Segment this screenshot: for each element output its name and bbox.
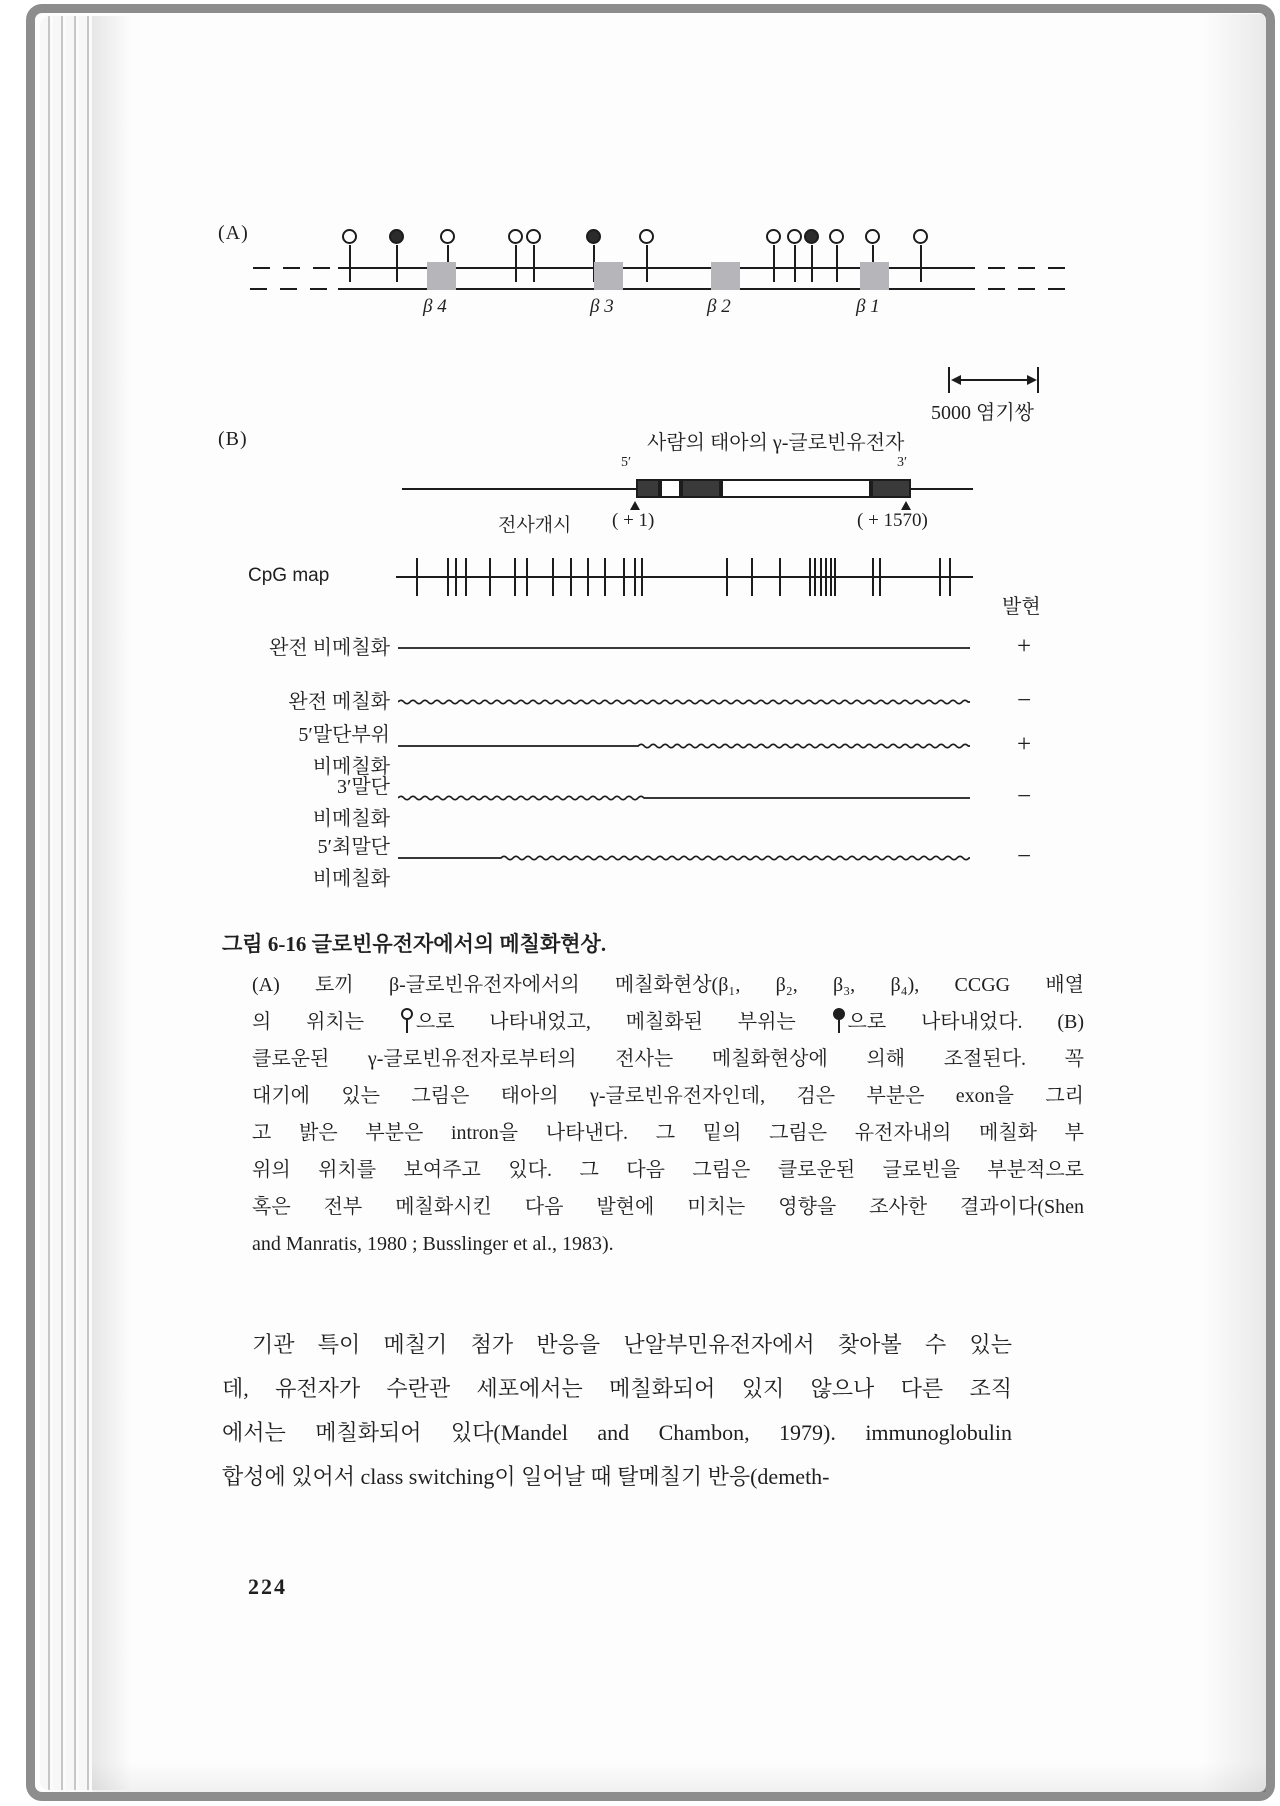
caption-line: (A) 토끼 β-글로빈유전자에서의 메칠화현상(β₁, β₂, β₃, β₄), CCGG 배열 <box>252 974 1084 996</box>
lollipop-stem <box>794 245 796 282</box>
cpg-site-tick <box>552 558 554 596</box>
methylated-site-icon <box>804 229 819 244</box>
intron-segment <box>660 479 681 498</box>
ccgg-site-icon <box>440 229 455 244</box>
ccgg-site-icon <box>766 229 781 244</box>
cpg-site-tick <box>447 558 449 596</box>
lollipop-stem <box>646 245 648 282</box>
lollipop-stem <box>811 245 813 282</box>
dna-bottom-dash-right <box>958 288 1073 290</box>
cpg-site-tick <box>514 558 516 596</box>
cpg-site-tick <box>809 558 811 596</box>
methylation-row-label: 완전 비메칠화 <box>269 637 390 659</box>
lollipop-stem <box>515 245 517 282</box>
cpg-site-tick <box>820 558 822 596</box>
ccgg-site-icon <box>913 229 928 244</box>
cpg-map-label: CpG map <box>248 565 330 586</box>
lollipop-stem <box>773 245 775 282</box>
methylation-pattern-line <box>398 792 970 804</box>
cpg-site-tick <box>604 558 606 596</box>
cpg-site-tick <box>825 558 827 596</box>
methylated-site-icon <box>586 229 601 244</box>
methylation-row-label: 비메칠화 <box>312 868 390 890</box>
cpg-site-tick <box>814 558 816 596</box>
cpg-site-tick <box>455 558 457 596</box>
tss-coordinate: ( + 1) <box>612 510 655 531</box>
methylation-pattern-line <box>398 696 970 708</box>
cpg-site-tick <box>623 558 625 596</box>
methylation-row-label: 비메칠화 <box>312 808 390 830</box>
cpg-site-tick <box>879 558 881 596</box>
gene-box <box>711 262 740 290</box>
lollipop-stem <box>836 245 838 282</box>
cpg-site-tick <box>641 558 643 596</box>
cpg-site-tick <box>939 558 941 596</box>
ccgg-site-icon <box>829 229 844 244</box>
cpg-site-tick <box>526 558 528 596</box>
exon-segment <box>871 479 911 498</box>
cpg-site-tick <box>830 558 832 596</box>
lollipop-stem <box>396 245 398 282</box>
cpg-site-tick <box>587 558 589 596</box>
filled-lollipop-icon <box>833 1008 846 1034</box>
cpg-site-tick <box>570 558 572 596</box>
body-text-line: 기관 특이 메칠기 첨가 반응을 난알부민유전자에서 찾아볼 수 있는 <box>252 1332 1012 1357</box>
scale-arrow-right-icon <box>1027 375 1037 385</box>
cpg-site-tick <box>779 558 781 596</box>
lollipop-stem <box>349 245 351 282</box>
gene-end-coordinate: ( + 1570) <box>857 510 928 531</box>
methylation-row-label: 비메칠화 <box>312 756 390 778</box>
figure-caption-body <box>252 967 1084 1263</box>
five-prime-label: 5′ <box>621 455 632 470</box>
cpg-site-tick <box>751 558 753 596</box>
methylation-row-label: 완전 메칠화 <box>288 691 390 713</box>
three-prime-label: 3′ <box>897 455 908 470</box>
gene-box-label: β 1 <box>856 296 880 317</box>
intron-segment <box>721 479 871 498</box>
ccgg-site-icon <box>508 229 523 244</box>
cpg-site-tick <box>489 558 491 596</box>
body-text-line: 에서는 메칠화되어 있다(Mandel and Chambon, 1979). immunoglobulin <box>222 1420 1012 1445</box>
ccgg-site-icon <box>526 229 541 244</box>
gene-box <box>594 262 623 290</box>
panel-b-label: (B) <box>218 428 248 450</box>
gene-box <box>860 262 889 290</box>
body-paragraph <box>222 1323 1012 1499</box>
methylation-row-label: 5′말단부위 <box>298 724 390 746</box>
cpg-site-tick <box>872 558 874 596</box>
ccgg-site-icon <box>342 229 357 244</box>
body-text-line: 합성에 있어서 class switching이 일어날 때 탈메칠기 반응(demeth- <box>222 1464 830 1489</box>
exon-segment <box>681 479 721 498</box>
methylation-pattern-line <box>398 852 970 864</box>
body-text-line: 데, 유전자가 수란관 세포에서는 메칠화되어 있지 않으나 다른 조직 <box>222 1376 1012 1401</box>
ccgg-site-icon <box>639 229 654 244</box>
gene-box <box>427 262 456 290</box>
figure-caption-title: 그림 6-16 글로빈유전자에서의 메칠화현상. <box>222 932 607 956</box>
caption-line: 클로운된 γ-글로빈유전자로부터의 전사는 메칠화현상에 의해 조절된다. 꼭 <box>252 1048 1084 1070</box>
cpg-site-tick <box>834 558 836 596</box>
methylation-pattern-line <box>398 740 970 752</box>
caption-line: 고 밝은 부분은 intron을 나타낸다. 그 밑의 그림은 유전자내의 메칠화 부 <box>252 1122 1084 1144</box>
page-number: 224 <box>248 1574 287 1599</box>
dna-top-dash-right <box>958 267 1073 269</box>
cpg-site-tick <box>949 558 951 596</box>
panel-b-title: 사람의 태아의 γ-글로빈유전자 <box>647 432 905 454</box>
lollipop-stem <box>533 245 535 282</box>
gene-box-label: β 3 <box>590 296 614 317</box>
methylation-row-label: 3′말단 <box>336 776 390 798</box>
expression-sign: + <box>1016 731 1032 758</box>
expression-header: 발현 <box>1002 596 1041 618</box>
cpg-site-tick <box>726 558 728 596</box>
cpg-site-tick <box>465 558 467 596</box>
tss-arrow-icon <box>630 501 640 510</box>
tss-label: 전사개시 <box>498 515 572 536</box>
scale-arrow-left-icon <box>951 375 961 385</box>
expression-sign: − <box>1016 843 1032 870</box>
cpg-site-tick <box>634 558 636 596</box>
cpg-site-tick <box>416 558 418 596</box>
scale-tick-left <box>948 367 950 393</box>
caption-line: 위의 위치를 보여주고 있다. 그 다음 그림은 클로운된 글로빈을 부분적으로 <box>252 1159 1084 1181</box>
gene-box-label: β 4 <box>423 296 447 317</box>
expression-sign: − <box>1016 687 1032 714</box>
gene-box-label: β 2 <box>707 296 731 317</box>
ccgg-site-icon <box>787 229 802 244</box>
scale-label: 5000 염기쌍 <box>931 402 1034 424</box>
dna-bottom-dash-left <box>250 288 338 290</box>
dna-top-dash-left <box>253 267 338 269</box>
caption-line: and Manratis, 1980 ; Busslinger et al., 1983). <box>252 1233 614 1255</box>
methylation-row-label: 5′최말단 <box>317 836 390 858</box>
expression-sign: + <box>1016 633 1032 660</box>
methylated-site-icon <box>389 229 404 244</box>
cpg-map-line <box>396 576 973 578</box>
caption-line: 대기에 있는 그림은 태아의 γ-글로빈유전자인데, 검은 부분은 exon을 그리 <box>252 1085 1084 1107</box>
methylation-pattern-line <box>398 642 970 654</box>
caption-line: 의 위치는 으로 나타내었고, 메칠화된 부위는 으로 나타내었다. (B) <box>252 1004 1084 1041</box>
caption-line: 혹은 전부 메칠화시킨 다음 발현에 미치는 영향을 조사한 결과이다(Shen <box>252 1196 1084 1218</box>
scale-line <box>953 379 1035 381</box>
open-lollipop-icon <box>401 1008 414 1034</box>
panel-a-label: (A) <box>218 222 249 244</box>
ccgg-site-icon <box>865 229 880 244</box>
gene-end-arrow-icon <box>901 501 911 510</box>
exon-segment <box>636 479 660 498</box>
scale-tick-right <box>1037 367 1039 393</box>
lollipop-stem <box>920 245 922 282</box>
expression-sign: − <box>1016 783 1032 810</box>
